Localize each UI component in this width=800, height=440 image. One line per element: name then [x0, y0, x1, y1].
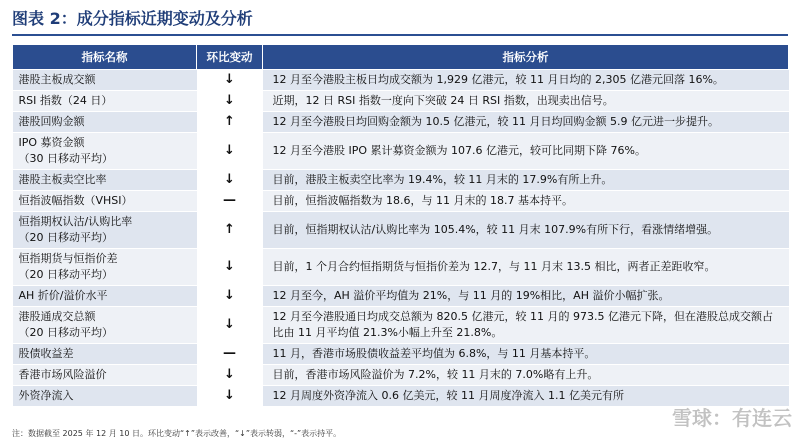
table-row: [13, 286, 789, 307]
table-row: [13, 365, 789, 386]
metric-name-line: 香港市场风险溢价: [18, 368, 107, 381]
metric-name: [13, 91, 197, 112]
metric-name-line: 股债收益差: [18, 347, 74, 360]
metric-name-line: 港股主板卖空比率: [18, 173, 107, 186]
metric-name: [13, 286, 197, 307]
metric-name: [13, 344, 197, 365]
table-row: [13, 170, 789, 191]
metric-name: [13, 249, 197, 286]
metric-analysis: 12 月至今，AH 溢价平均值为 21%，与 11 月的 19%相比，AH 溢价小幅扩张。: [263, 286, 789, 307]
metric-analysis: 目前，香港市场风险溢价为 7.2%，较 11 月末的 7.0%略有上升。: [263, 365, 789, 386]
metric-analysis: 12 月周度外资净流入 0.6 亿美元，较 11 月周度净流入 1.1 亿美元有所: [263, 386, 789, 407]
column-header-name: 指标名称: [13, 45, 197, 70]
footnote: 注：数据截至 2025 年 12 月 10 日。环比变动“↑”表示改善，“↓”表示转弱，“-”表示持平。: [12, 429, 342, 438]
metric-analysis: 12 月至今港股主板日均成交额为 1,929 亿港元，较 11 月日均的 2,305 亿港元回落 16%。: [263, 70, 789, 91]
metric-name-line: 恒指期货与恒指价差: [18, 252, 118, 265]
metric-name: [13, 112, 197, 133]
down-arrow-icon: ↓: [197, 70, 263, 91]
table-row: [13, 112, 789, 133]
down-arrow-icon: ↓: [197, 249, 263, 286]
title-divider: [12, 34, 788, 36]
table-row: [13, 191, 789, 212]
metric-name-line: AH 折价/溢价水平: [18, 289, 108, 302]
column-header-change: 环比变动: [197, 45, 263, 70]
metric-name: [13, 365, 197, 386]
column-header-analysis: 指标分析: [263, 45, 789, 70]
flat-indicator: —: [197, 344, 263, 365]
metric-analysis: 目前，港股主板卖空比率为 19.4%，较 11 月末的 17.9%有所上升。: [263, 170, 789, 191]
metric-analysis: 12 月至今港股 IPO 累计募资金额为 107.6 亿港元，较可比同期下降 76%。: [263, 133, 789, 170]
metric-name-line: 港股主板成交额: [18, 73, 96, 86]
metric-name-line: IPO 募资金额: [18, 136, 85, 149]
metric-name-subline: （20 日移动平均）: [18, 326, 113, 339]
table-row: [13, 212, 789, 249]
page-title: 图表 2：成分指标近期变动及分析: [12, 9, 253, 28]
metric-name-line: 港股通成交总额: [18, 310, 96, 323]
metric-name: [13, 133, 197, 170]
down-arrow-icon: ↓: [197, 133, 263, 170]
metric-analysis: 12 月至今港股日均回购金额为 10.5 亿港元，较 11 月日均回购金额 5.9 亿元进一步提升。: [263, 112, 789, 133]
metric-name: [13, 191, 197, 212]
up-arrow-icon: ↑: [197, 112, 263, 133]
metric-name-line: RSI 指数（24 日）: [18, 94, 113, 107]
metric-analysis: 近期，12 日 RSI 指数一度向下突破 24 日 RSI 指数，出现卖出信号。: [263, 91, 789, 112]
metric-name: [13, 70, 197, 91]
flat-indicator: —: [197, 191, 263, 212]
up-arrow-icon: ↑: [197, 212, 263, 249]
table-row: [13, 91, 789, 112]
table-row: [13, 344, 789, 365]
metric-name-subline: （20 日移动平均）: [18, 268, 113, 281]
metric-analysis: 11 月，香港市场股债收益差平均值为 6.8%，与 11 月基本持平。: [263, 344, 789, 365]
metric-name-subline: （30 日移动平均）: [18, 152, 113, 165]
metric-name: [13, 170, 197, 191]
metric-analysis: 目前，恒指期权认沽/认购比率为 105.4%，较 11 月末 107.9%有所下行，看涨情绪增强。: [263, 212, 789, 249]
metric-name-line: 恒指期权认沽/认购比率: [18, 215, 133, 228]
down-arrow-icon: ↓: [197, 170, 263, 191]
metric-name-subline: （20 日移动平均）: [18, 231, 113, 244]
table-row: [13, 249, 789, 286]
down-arrow-icon: ↓: [197, 365, 263, 386]
table-row: [13, 70, 789, 91]
watermark: 雪球：有连云: [672, 406, 792, 430]
table-row: [13, 133, 789, 170]
down-arrow-icon: ↓: [197, 307, 263, 344]
metric-analysis: 目前，恒指波幅指数为 18.6，与 11 月末的 18.7 基本持平。: [263, 191, 789, 212]
metric-name: [13, 212, 197, 249]
metrics-table: [12, 44, 789, 407]
metric-name-line: 港股回购金额: [18, 115, 85, 128]
metric-analysis: 12 月至今港股通日均成交总额为 820.5 亿港元，较 11 月的 973.5 亿港元下降，但在港股总成交额占比由 11 月平均值 21.3%小幅上升至 21.8%。: [263, 307, 789, 344]
down-arrow-icon: ↓: [197, 386, 263, 407]
metric-name-line: 外资净流入: [18, 389, 74, 402]
down-arrow-icon: ↓: [197, 91, 263, 112]
table-header-row: [13, 45, 789, 70]
metric-name-line: 恒指波幅指数（VHSI）: [18, 194, 133, 207]
metric-name: [13, 386, 197, 407]
metric-name: [13, 307, 197, 344]
metric-analysis: 目前，1 个月合约恒指期货与恒指价差为 12.7，与 11 月末 13.5 相比，两者正差距收窄。: [263, 249, 789, 286]
down-arrow-icon: ↓: [197, 286, 263, 307]
table-row: [13, 307, 789, 344]
